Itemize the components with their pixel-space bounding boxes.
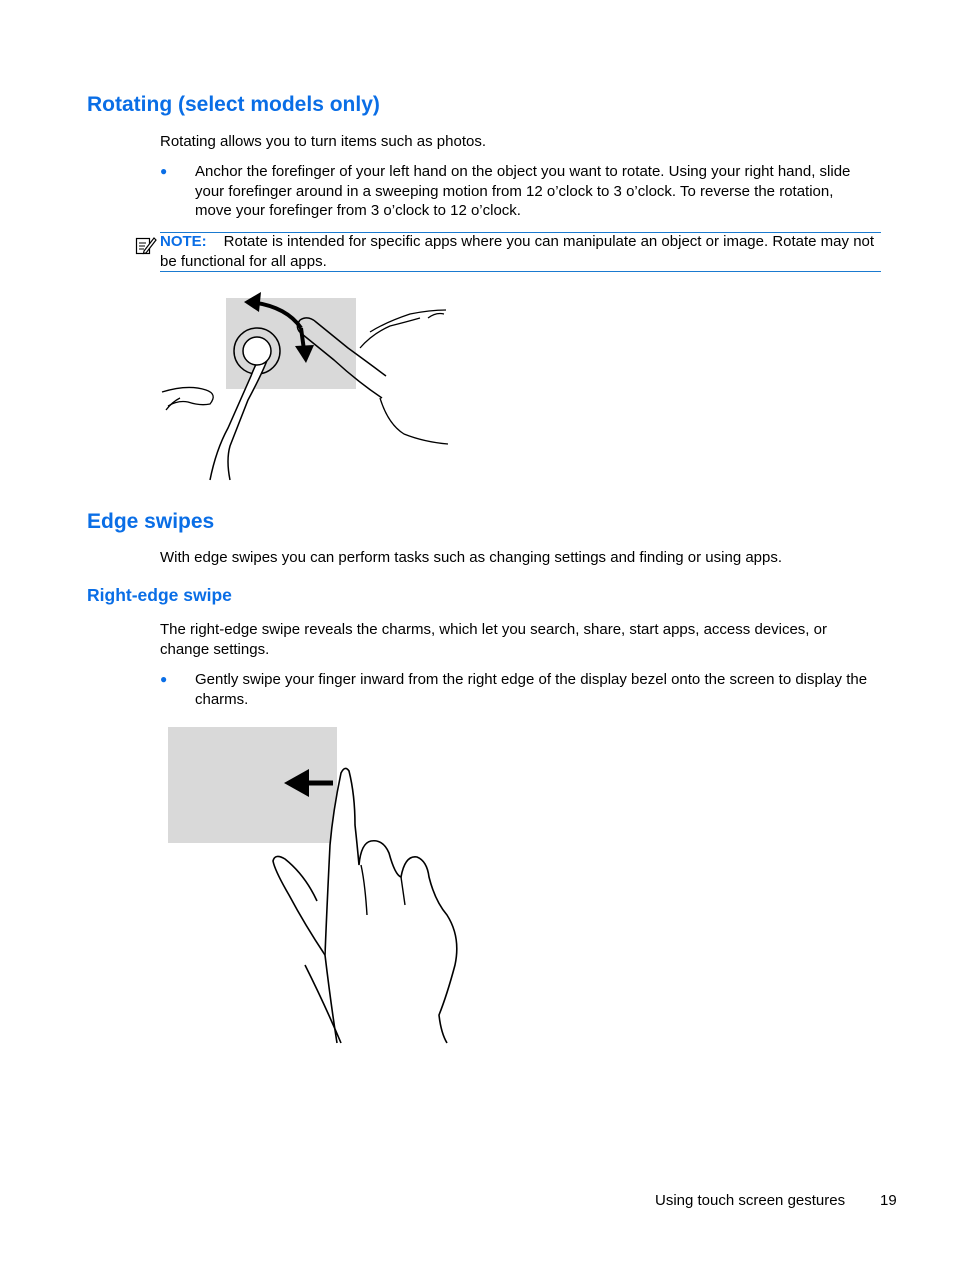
edge-swipes-intro: With edge swipes you can perform tasks such as changing settings and finding or using apps.: [160, 549, 783, 566]
rotating-intro: Rotating allows you to turn items such as photos.: [160, 133, 487, 150]
bullet-marker: ●: [160, 672, 168, 686]
note-bottom-rule: [160, 271, 881, 272]
rotating-instruction: Anchor the forefinger of your left hand on the object you want to rotate. Using your right hand, slide your forefinger around in a sweeping motion from 12 o’clock to 3 o’clock. To reverse the rotation, move your forefinger from 3 o’clock to 12 o’clock.: [195, 163, 851, 219]
right-edge-swipe-illustration: [165, 725, 465, 1050]
note-content: [160, 232, 881, 271]
section-title-right-edge-swipe: Right-edge swipe: [87, 585, 232, 605]
right-edge-swipe-instruction: Gently swipe your finger inward from the right edge of the display bezel onto the screen to display the charms.: [195, 671, 868, 708]
note-label: NOTE:: [160, 233, 207, 250]
section-title-edge-swipes: Edge swipes: [87, 510, 215, 533]
note-text: Rotate is intended for specific apps where you can manipulate an object or image. Rotate may not be functional for all apps.: [160, 233, 875, 270]
footer-chapter-title: Using touch screen gestures: [655, 1192, 846, 1209]
section-title-rotating: Rotating (select models only): [87, 93, 380, 116]
right-edge-swipe-intro: The right-edge swipe reveals the charms, which let you search, share, start apps, access devices, or change settings.: [160, 621, 827, 658]
bullet-marker: ●: [160, 164, 168, 178]
page-number: 19: [880, 1192, 897, 1209]
rotate-gesture-illustration: [158, 288, 458, 483]
note-pencil-icon: [135, 235, 157, 257]
